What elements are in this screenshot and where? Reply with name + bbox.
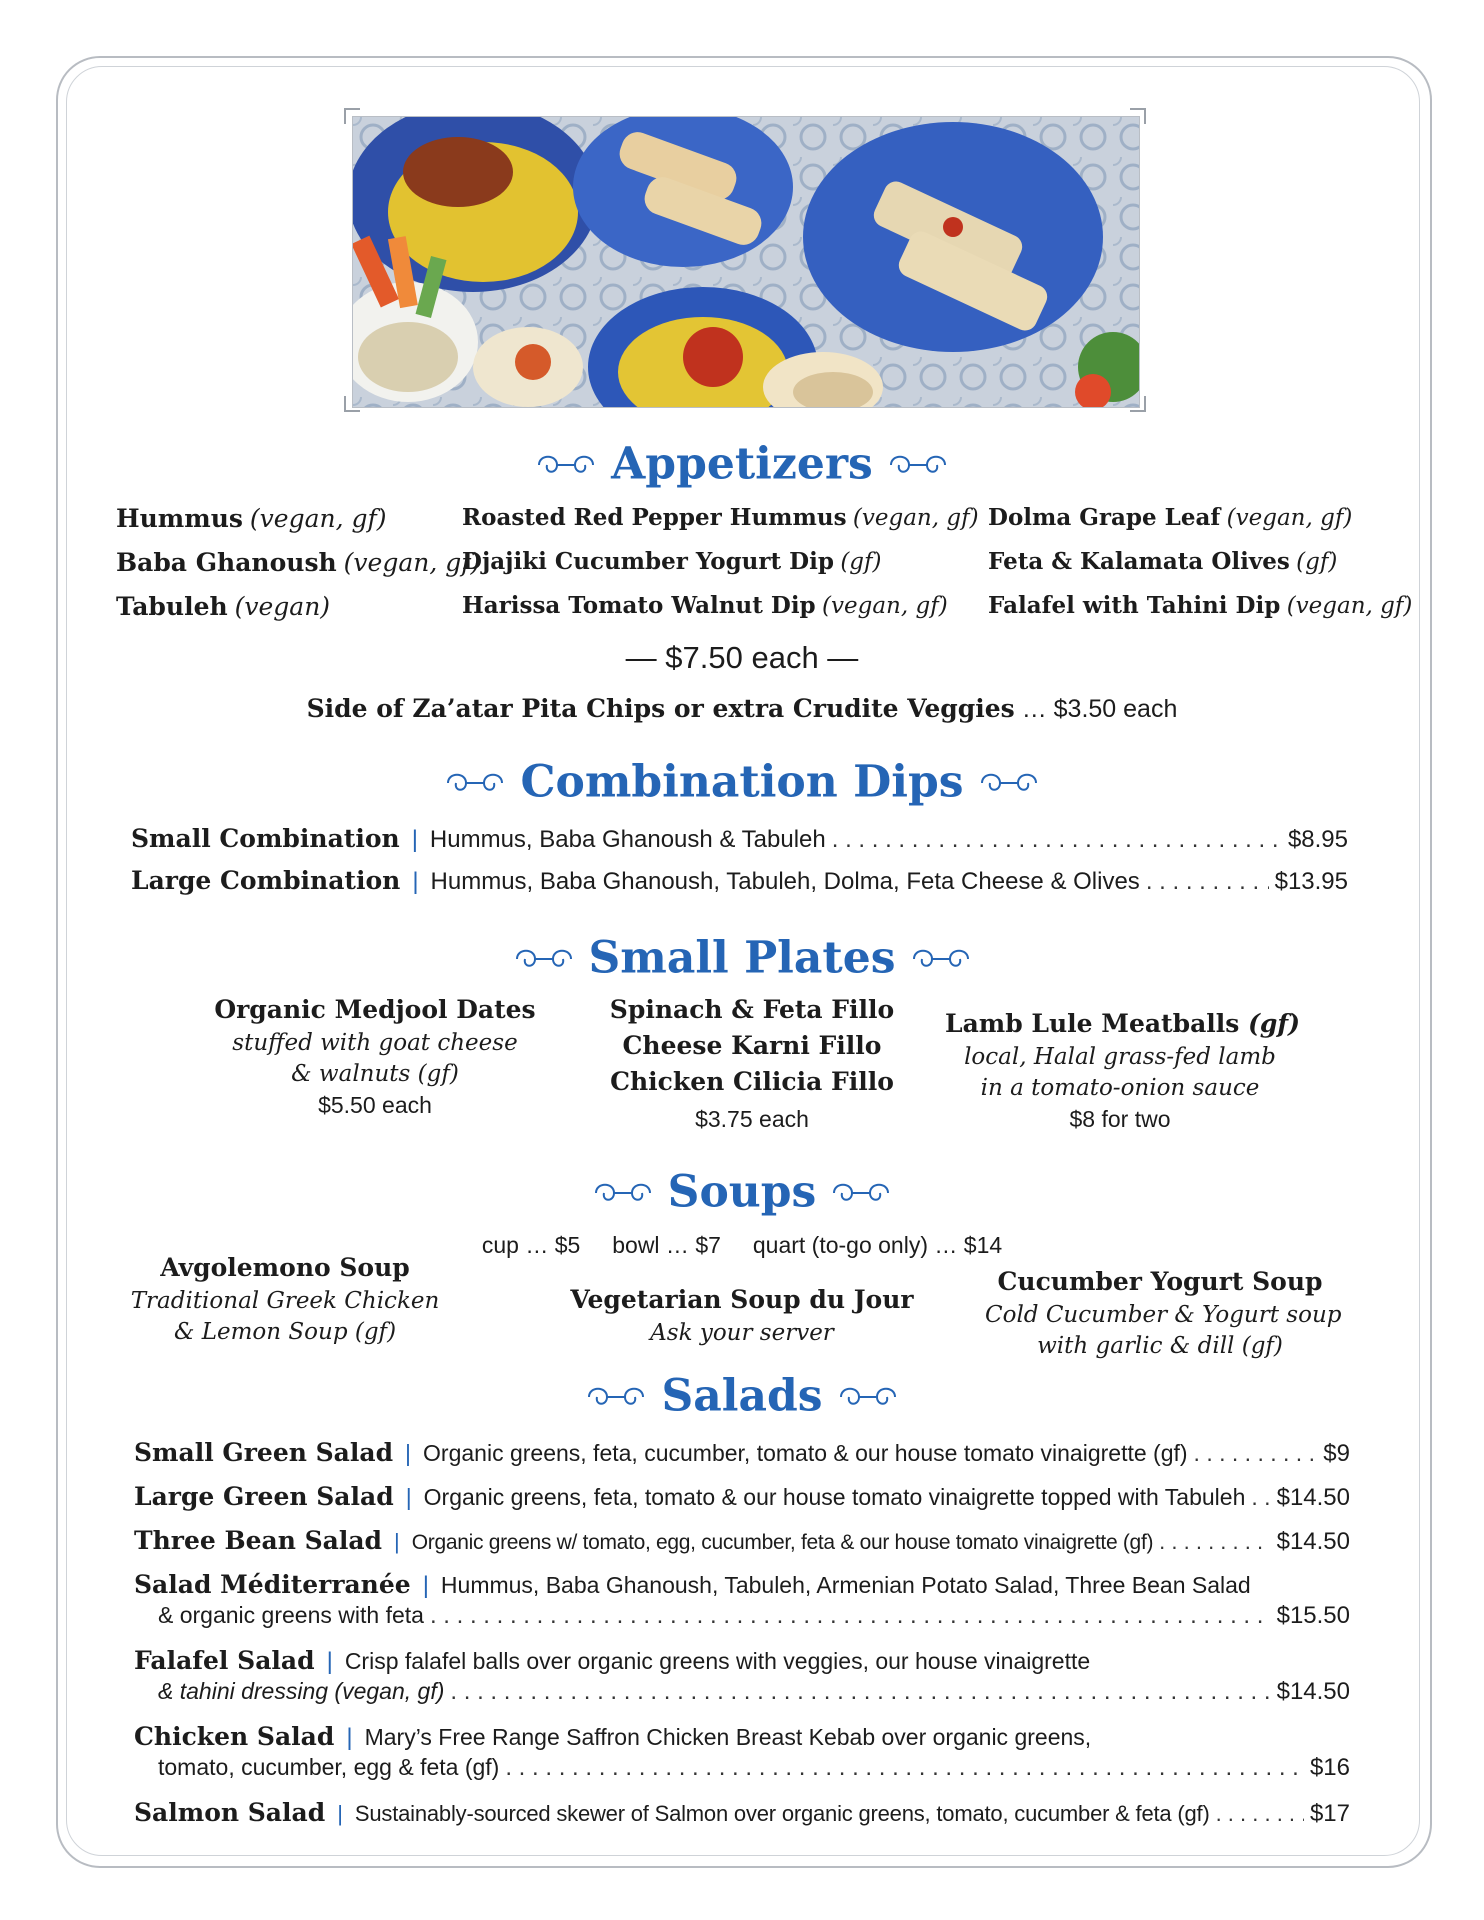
swirl-ornament-icon xyxy=(592,1178,654,1208)
small-plate-dates: Organic Medjool Dates stuffed with goat cheese & walnuts (gf) $5.50 each xyxy=(214,995,536,1118)
appetizer-item: Dolma Grape Leaf (vegan, gf) xyxy=(988,504,1353,531)
appetizer-item: Falafel with Tahini Dip (vegan, gf) xyxy=(988,592,1413,619)
soup-avgolemono: Avgolemono Soup Traditional Greek Chicken & Lemon Soup (gf) xyxy=(130,1253,440,1345)
salad-row-continued: & organic greens with feta . . . $15.50 xyxy=(158,1602,1350,1630)
small-plate-fillo: Spinach & Feta Fillo Cheese Karni Fillo Chicken Cilicia Fillo $3.75 each xyxy=(609,995,895,1132)
salads-title: Salads xyxy=(661,1370,823,1422)
appetizer-item: Hummus (vegan, gf) xyxy=(116,504,387,533)
salads-heading xyxy=(0,1370,1484,1422)
swirl-ornament-icon xyxy=(910,944,972,974)
appetizers-title: Appetizers xyxy=(611,438,873,490)
swirl-ornament-icon xyxy=(887,450,949,480)
appetizer-item: Roasted Red Pepper Hummus (vegan, gf) xyxy=(462,504,979,531)
appetizer-item: Djajiki Cucumber Yogurt Dip (gf) xyxy=(462,548,882,575)
swirl-ornament-icon xyxy=(978,768,1040,798)
salad-row-continued: & tahini dressing (vegan, gf) . . . $14.50 xyxy=(158,1678,1350,1706)
soups-title: Soups xyxy=(667,1166,817,1218)
side-chips-line: Side of Za’atar Pita Chips or extra Crudite Veggies … $3.50 each xyxy=(306,694,1178,723)
appetizer-item: Harissa Tomato Walnut Dip (vegan, gf) xyxy=(462,592,948,619)
appetizer-item: Baba Ghanoush (vegan, gf) xyxy=(116,548,481,577)
salad-row: Falafel Salad | Crisp falafel balls over organic greens with veggies, our house vinaigrette xyxy=(134,1646,1091,1675)
combination-heading xyxy=(0,756,1484,808)
combination-row: Small Combination | Hummus, Baba Ghanoush & Tabuleh . . . $8.95 xyxy=(131,824,1348,854)
appetizers-heading xyxy=(0,438,1484,490)
food-photo-icon xyxy=(353,117,1139,407)
photo-corner-ornament xyxy=(1130,396,1146,412)
soup-cucumber: Cucumber Yogurt Soup Cold Cucumber & Yogurt soup with garlic & dill (gf) xyxy=(985,1267,1342,1359)
salad-row: Salad Méditerranée | Hummus, Baba Ghanoush, Tabuleh, Armenian Potato Salad, Three Bean Salad xyxy=(134,1570,1251,1599)
appetizer-item: Tabuleh (vegan) xyxy=(116,592,331,621)
salad-row-continued: tomato, cucumber, egg & feta (gf) . . . $16 xyxy=(158,1754,1350,1782)
salad-row: Chicken Salad | Mary’s Free Range Saffron Chicken Breast Kebab over organic greens, xyxy=(134,1722,1092,1751)
combination-row: Large Combination | Hummus, Baba Ghanoush, Tabuleh, Dolma, Feta Cheese & Olives . . . $13.95 xyxy=(131,866,1348,896)
swirl-ornament-icon xyxy=(513,944,575,974)
food-photo xyxy=(352,116,1140,408)
soup-sizes: cup … $5 bowl … $7 quart (to-go only) … $14 xyxy=(481,1232,1003,1258)
swirl-ornament-icon xyxy=(585,1382,647,1412)
small-plates-title: Small Plates xyxy=(588,932,896,984)
photo-corner-ornament xyxy=(344,108,360,124)
small-plate-lamb: Lamb Lule Meatballs (gf) local, Halal grass-fed lamb in a tomato-onion sauce $8 for two xyxy=(945,1009,1300,1132)
swirl-ornament-icon xyxy=(837,1382,899,1412)
photo-corner-ornament xyxy=(344,396,360,412)
salad-row: Salmon Salad | Sustainably-sourced skewer of Salmon over organic greens, tomato, cucumber & feta (gf) . . . $17 xyxy=(134,1798,1350,1828)
appetizer-price: — $7.50 each — xyxy=(625,640,859,675)
soup-vegetarian: Vegetarian Soup du Jour Ask your server xyxy=(570,1285,914,1346)
small-plates-heading xyxy=(0,932,1484,984)
swirl-ornament-icon xyxy=(444,768,506,798)
combination-title: Combination Dips xyxy=(520,756,964,808)
swirl-ornament-icon xyxy=(830,1178,892,1208)
swirl-ornament-icon xyxy=(535,450,597,480)
appetizer-item: Feta & Kalamata Olives (gf) xyxy=(988,548,1338,575)
salad-row: Small Green Salad | Organic greens, feta, cucumber, tomato & our house tomato vinaigrette (gf) . . . $9 xyxy=(134,1438,1350,1468)
photo-corner-ornament xyxy=(1130,108,1146,124)
soups-heading xyxy=(0,1166,1484,1218)
salad-row: Large Green Salad | Organic greens, feta, tomato & our house tomato vinaigrette topped with Tabuleh . . . $14.50 xyxy=(134,1482,1350,1512)
salad-row: Three Bean Salad | Organic greens w/ tomato, egg, cucumber, feta & our house tomato vinaigrette (gf) . . . $14.50 xyxy=(134,1526,1350,1556)
